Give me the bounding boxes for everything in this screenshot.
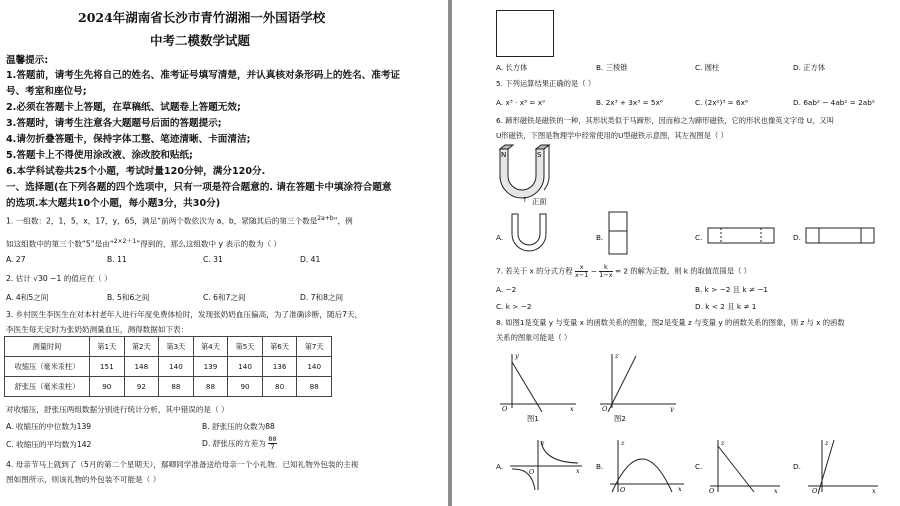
- table-header-cell: 第4天: [193, 337, 228, 357]
- axis-label-x: x: [576, 467, 580, 475]
- option-b: B.: [596, 233, 604, 242]
- table-row: [5, 357, 332, 377]
- option-d: D. 舒张压的方差为 $\frac{88}{7}$: [202, 435, 277, 451]
- option-b-rect: [608, 211, 630, 257]
- option-c: C. 收缩压的平均数为142: [6, 440, 92, 449]
- magnet-s-label: S: [537, 151, 542, 159]
- axis-label-z: z: [825, 439, 829, 447]
- table-cell: 140: [297, 357, 332, 377]
- question-3-prompt: 对收缩压，舒张压两组数据分别进行统计分析，其中错误的是（ ）: [6, 405, 229, 414]
- option-d: D. 41: [300, 255, 321, 264]
- section-heading: 的选项.本大题共10个小题，每小题3分，共30分): [6, 198, 221, 209]
- origin-label: O: [602, 405, 608, 412]
- option-b: B.: [596, 462, 604, 471]
- option-a: A.: [496, 462, 504, 471]
- option-d: D. 正方体: [793, 63, 826, 72]
- table-header-cell: 第6天: [262, 337, 297, 357]
- axis-label-z: z: [721, 439, 725, 447]
- table-header-row: [5, 337, 332, 357]
- fraction-1: $\frac{x}{x-1}$: [574, 263, 589, 279]
- table-header-cell: 第3天: [159, 337, 194, 357]
- option-a: A. 4和5之间: [6, 293, 49, 302]
- table-header-cell: 第7天: [297, 337, 332, 357]
- table-cell: 148: [124, 357, 159, 377]
- question-6: 6. 蹄形磁铁是磁铁的一种，其形状类似于马蹄形，因而称之为蹄形磁铁，它的形状也像英文字母 U，又叫: [496, 116, 835, 125]
- question-5: 5. 下列运算结果正确的是（ ）: [496, 79, 596, 88]
- origin-label: O: [812, 487, 818, 494]
- option-a-graph: [508, 436, 584, 492]
- axis-label-y: y: [670, 405, 674, 412]
- tip-line: 6.本学科试卷共25个小题，考试时量120分钟，满分120分.: [6, 166, 266, 177]
- table-cell: 92: [124, 377, 159, 397]
- front-arrow-icon: ↑: [522, 196, 528, 204]
- option-d: D. k < 2 且 k ≠ 1: [695, 302, 757, 311]
- option-d: D.: [793, 233, 801, 242]
- tip-line: 3.答题时，请考生注意各大题题号后面的答题提示;: [6, 118, 222, 129]
- option-c-graph: [708, 436, 784, 494]
- magnet-n-label: N: [501, 151, 507, 159]
- origin-label: O: [529, 468, 535, 476]
- option-c: C. 6和7之间: [203, 293, 246, 302]
- variance-fraction: $\frac{88}{7}$: [268, 435, 277, 451]
- table-cell: 88: [193, 377, 228, 397]
- tip-line: 号、考室和座位号;: [6, 86, 87, 97]
- option-d-rect: [805, 227, 877, 245]
- table-cell: 88: [159, 377, 194, 397]
- table-header-cell: 第2天: [124, 337, 159, 357]
- axis-label-x: x: [678, 485, 682, 493]
- origin-label: O: [709, 487, 715, 494]
- option-b: B. k > −2 且 k ≠ −1: [695, 285, 769, 294]
- axis-label-x: x: [774, 487, 778, 494]
- option-c: C.: [695, 233, 703, 242]
- figure-1-graph: [496, 350, 580, 412]
- option-b: B. 11: [107, 255, 127, 264]
- option-a-u-shape: [510, 212, 550, 252]
- table-cell: 80: [262, 377, 297, 397]
- fraction-2: $\frac{k}{1-x}$: [599, 263, 613, 279]
- blood-pressure-table: [4, 336, 332, 397]
- axis-label-x: x: [872, 487, 876, 494]
- table-cell: 151: [90, 357, 125, 377]
- table-header-cell: 测量时间: [5, 337, 90, 357]
- option-a: A. 收缩压的中位数为139: [6, 422, 92, 431]
- right-page: [452, 0, 900, 506]
- question-2: 2. 估计 √30 −1 的值应在（ ）: [6, 274, 112, 283]
- axis-label-z: z: [615, 352, 619, 360]
- question-7: 7. 若关于 x 的分式方程 $\frac{x}{x-1}$ − $\frac{k}{1-x}$ = 2 的解为正数，则 k 的取值范围是（ ）: [496, 263, 751, 279]
- option-a: A. x³ · x³ = x⁹: [496, 98, 545, 107]
- question-4-cont: 图如图所示，则该礼物的外包装不可能是（ ）: [6, 475, 161, 484]
- option-c: C. 圆柱: [695, 63, 720, 72]
- option-c: C. k > −2: [496, 302, 532, 311]
- axis-label-x: x: [570, 405, 574, 412]
- table-cell: 收缩压（毫米汞柱）: [5, 357, 90, 377]
- option-a: A. 长方体: [496, 63, 528, 72]
- axis-label-z: z: [621, 439, 625, 447]
- question-8-cont: 关系的图象可能是（ ）: [496, 333, 572, 342]
- table-cell: 139: [193, 357, 228, 377]
- option-d: D. 7和8之间: [300, 293, 344, 302]
- figure-2-graph: [596, 350, 680, 412]
- tip-line: 2.必须在答题卡上答题，在草稿纸、试题卷上答题无效;: [6, 102, 241, 113]
- front-direction-label: 正面: [532, 197, 547, 206]
- option-a: A.: [496, 233, 504, 242]
- question-1: 1. 一组数：2，1，5，x，17，y，65，满足“前两个数依次为 a、b，紧随其后的第三个数是$^{2a+b}$”，例: [6, 215, 353, 226]
- option-b-graph: [608, 436, 688, 494]
- option-b: B. 5和6之间: [107, 293, 150, 302]
- table-cell: 140: [159, 357, 194, 377]
- q4-front-view-square: [496, 10, 554, 57]
- axis-label-y: y: [515, 352, 519, 360]
- exam-title: 2024年湖南省长沙市青竹湖湘一外国语学校: [78, 10, 326, 25]
- exam-subtitle: 中考二模数学试题: [150, 33, 251, 48]
- section-heading: 一、选择题(在下列各题的四个选项中，只有一项是符合题意的. 请在答题卡中填涂符合题意: [6, 182, 392, 193]
- option-d: D.: [793, 462, 801, 471]
- option-d: D. 6ab² − 4ab² = 2ab²: [793, 98, 875, 107]
- option-c: C. (2x²)³ = 6x⁶: [695, 98, 748, 107]
- left-page: [0, 0, 448, 506]
- origin-label: O: [502, 405, 508, 412]
- tips-heading: 温馨提示:: [6, 55, 49, 66]
- axis-label-z: z: [541, 439, 545, 447]
- question-3: 3. 乡村医生李医生在对本村老年人进行年度免费体检时，发现张奶奶血压偏高，为了准确诊断，随后7天，: [6, 310, 363, 319]
- option-b: B. 2x³ + 3x³ = 5x⁶: [596, 98, 663, 107]
- tip-line: 1.答题前，请考生先将自己的姓名、准考证号填写清楚，并认真核对条形码上的姓名、准考证: [6, 70, 401, 81]
- table-cell: 136: [262, 357, 297, 377]
- option-b: B. 三棱锥: [596, 63, 628, 72]
- option-c: C. 31: [203, 255, 223, 264]
- table-cell: 140: [228, 357, 263, 377]
- tip-line: 5.答题卡上不得使用涂改液、涂改胶和贴纸;: [6, 150, 193, 161]
- option-b: B. 舒张压的众数为88: [202, 422, 275, 431]
- table-cell: 90: [90, 377, 125, 397]
- table-cell: 90: [228, 377, 263, 397]
- table-header-cell: 第1天: [90, 337, 125, 357]
- figure-1-caption: 图1: [527, 414, 539, 423]
- question-3-cont: 李医生每天定时为张奶奶测量血压，测得数据如下表：: [6, 325, 189, 334]
- table-cell: 舒张压（毫米汞柱）: [5, 377, 90, 397]
- option-c-rect: [707, 227, 777, 245]
- option-d-graph: [806, 436, 882, 494]
- figure-2-caption: 图2: [614, 414, 626, 423]
- question-4: 4. 母亲节马上就到了（5月的第二个星期天），鄢卿同学准备送给母亲一个小礼物．已知礼物外包装的主视: [6, 460, 359, 469]
- option-a: A. −2: [496, 285, 517, 294]
- origin-label: O: [620, 486, 626, 494]
- table-row: [5, 377, 332, 397]
- tip-line: 4.请勿折叠答题卡，保持字体工整、笔迹清晰、卡面清洁;: [6, 134, 251, 145]
- table-cell: 88: [297, 377, 332, 397]
- question-6-cont: U形磁铁，下图是物理学中经常使用的U型磁铁示意图，其左视图是（ ）: [496, 131, 728, 140]
- option-a: A. 27: [6, 255, 26, 264]
- question-8: 8. 如图1是变量 y 与变量 x 的函数关系的图象，图2是变量 z 与变量 y 的函数关系的图象，则 z 与 x 的函数: [496, 318, 845, 327]
- question-1-cont: 如这组数中的第三个数“5”是由“$^{2\times 2+1}$”得到的，那么这组数中 y 表示的数为（ ）: [6, 238, 282, 249]
- table-header-cell: 第5天: [228, 337, 263, 357]
- option-c: C.: [695, 462, 703, 471]
